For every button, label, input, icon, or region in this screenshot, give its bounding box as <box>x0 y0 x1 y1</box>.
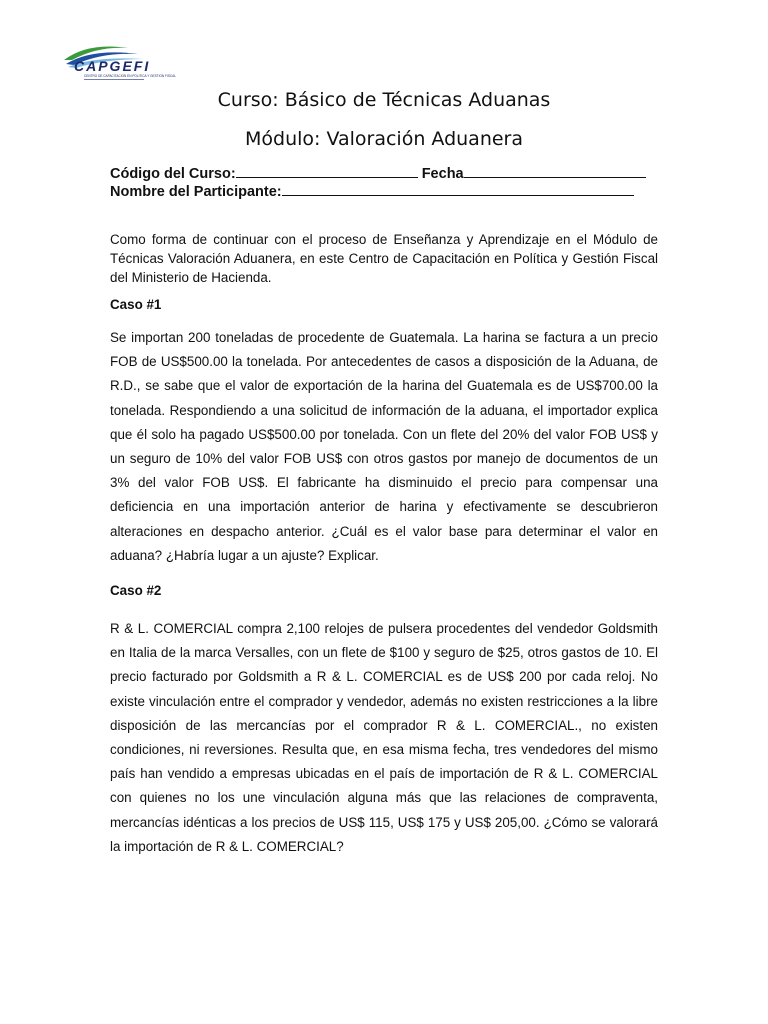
case-1-heading: Caso #1 <box>110 297 162 312</box>
capgefi-logo-text: CAPGEFI <box>74 58 151 74</box>
participant-label: Nombre del Participante: <box>110 184 282 200</box>
date-label: Fecha <box>421 166 464 182</box>
case-2-text: R & L. COMERCIAL compra 2,100 relojes de pulsera procedentes del vendedor Goldsmith en Italia de la marca Versalles, con un flete de $100 y seguro de $25, otros gastos de 10. El precio facturado por Goldsmith a R & L. COMERCIAL es de US$ 200 por cada reloj. No existe vinculación entre el comprador y vendedor, además no existen restricciones a la libre disposición de las mercancías por el comprador R & L. COMERCIAL., no existen condiciones, ni reversiones. Resulta que, en esa misma fecha, tres vendedores del mismo país han vendido a empresas ubicadas en el país de importación de R & L. COMERCIAL con quienes no los une vinculación alguna más que las relaciones de compraventa, mercancías idénticas a los precios de US$ 115, US$ 175 y US$ 205,00. ¿Cómo se valorará la importación de R & L. COMERCIAL? <box>110 621 658 854</box>
capgefi-logo <box>58 40 188 82</box>
participant-blank <box>282 182 634 196</box>
course-code-label: Código del Curso: <box>110 166 236 182</box>
capgefi-logo-graphic <box>58 40 188 82</box>
case-2-heading: Caso #2 <box>110 583 162 598</box>
date-blank <box>464 164 646 178</box>
participant-row <box>110 182 634 200</box>
intro-paragraph: Como forma de continuar con el proceso de Enseñanza y Aprendizaje en el Módulo de Técnicas Valoración Aduanera, en este Centro de Capacitación en Política y Gestión Fiscal del Ministerio de Hacienda. <box>110 232 658 285</box>
course-code-row <box>110 164 646 182</box>
case-1-text: Se importan 200 toneladas de procedente de Guatemala. La harina se factura a un precio FOB de US$500.00 la tonelada. Por antecedentes de casos a disposición de la Aduana, de R.D., se sabe que el valor de exportación de la harina del Guatemala es de US$700.00 la tonelada. Respondiendo a una solicitud de información de la aduana, el importador explica que él solo ha pagado US$500.00 por tonelada. Con un flete del 20% del valor FOB US$ y un seguro de 10% del valor FOB US$ con otros gastos por manejo de documentos de un 3% del valor FOB US$. El fabricante ha disminuido el precio para compensar una deficiencia en una importación anterior de harina y efectivamente se descubrieron alteraciones en despacho anterior. ¿Cuál es el valor base para determinar el valor en aduana? ¿Habría lugar a un ajuste? Explicar. <box>110 330 658 563</box>
course-title: Curso: Básico de Técnicas Aduanas <box>217 89 551 111</box>
capgefi-logo-subtitle: CENTRO DE CAPACITACION EN POLITICA Y GESTION FISCAL <box>84 74 177 78</box>
module-title: Módulo: Valoración Aduanera <box>244 128 523 150</box>
course-code-blank <box>236 164 418 178</box>
